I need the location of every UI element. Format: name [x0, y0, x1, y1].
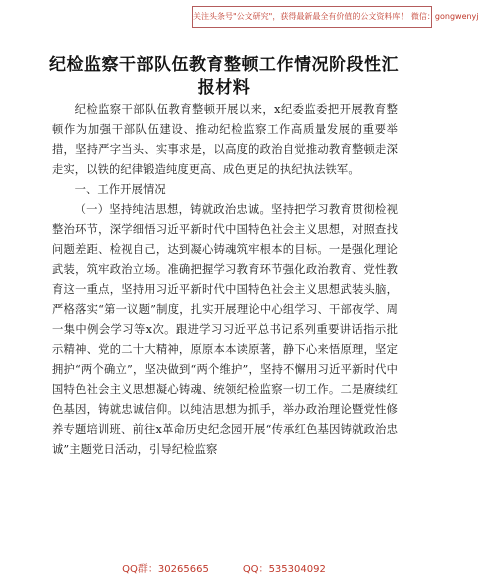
header-banner: 关注头条号"公文研究"，获得最新最全有价值的公文资料库！ 微信：gongwenyj — [192, 6, 432, 28]
qq-group-number: 30265665 — [157, 564, 209, 575]
section-heading: 一、工作开展情况 — [74, 183, 166, 196]
document-title: 纪检监察干部队伍教育整顿工作情况阶段性汇报材料 — [49, 55, 399, 98]
qq-label: QQ： — [242, 564, 269, 575]
footer-contact — [0, 560, 448, 575]
document-body — [52, 100, 398, 460]
body-paragraph: （一）坚持纯洁思想，铸就政治忠诚。坚持把学习教育贯彻检视整治环节，深学细悟习近平新时代中国特色社会主义思想，对照查找问题差距、检视自己，达到凝心铸魂筑牢根本的目标。一是强化理论武装，筑牢政治立场。准确把握学习教育环节强化政治教育、党性教育这一重点，坚持用习近平新时代中国特色社会主义思想武装头脑，严格落实“第一议题”制度，扎实开展理论中心组学习、干部夜学、周一集中例会学习等x次。跟进学习习近平总书记系列重要讲话指示批示精神、党的二十大精神，原原本本读原著，静下心来悟原理，坚定拥护“两个确立”，坚决做到“两个维护”，坚持不懈用习近平新时代中国特色社会主义思想凝心铸魂、统领纪检监察一切工作。二是赓续红色基因，铸就忠诚信仰。以纯洁思想为抓手，举办政治理论暨党性修养专题培训班、前往x革命历史纪念园开展“传承红色基因铸就政治忠诚”主题党日活动，引导纪检监察 — [52, 203, 398, 456]
qq-number: 535304092 — [268, 564, 326, 575]
qq-group-label: QQ群： — [122, 564, 158, 575]
intro-paragraph: 纪检监察干部队伍教育整顿开展以来，x纪委监委把开展教育整顿作为加强干部队伍建设、推动纪检监察工作高质量发展的重要举措，坚持严字当头、实事求是，以高度的政治自觉推动教育整顿走深走实，以铁的纪律锻造纯度更高、成色更足的执纪执法铁军。 — [52, 103, 398, 176]
